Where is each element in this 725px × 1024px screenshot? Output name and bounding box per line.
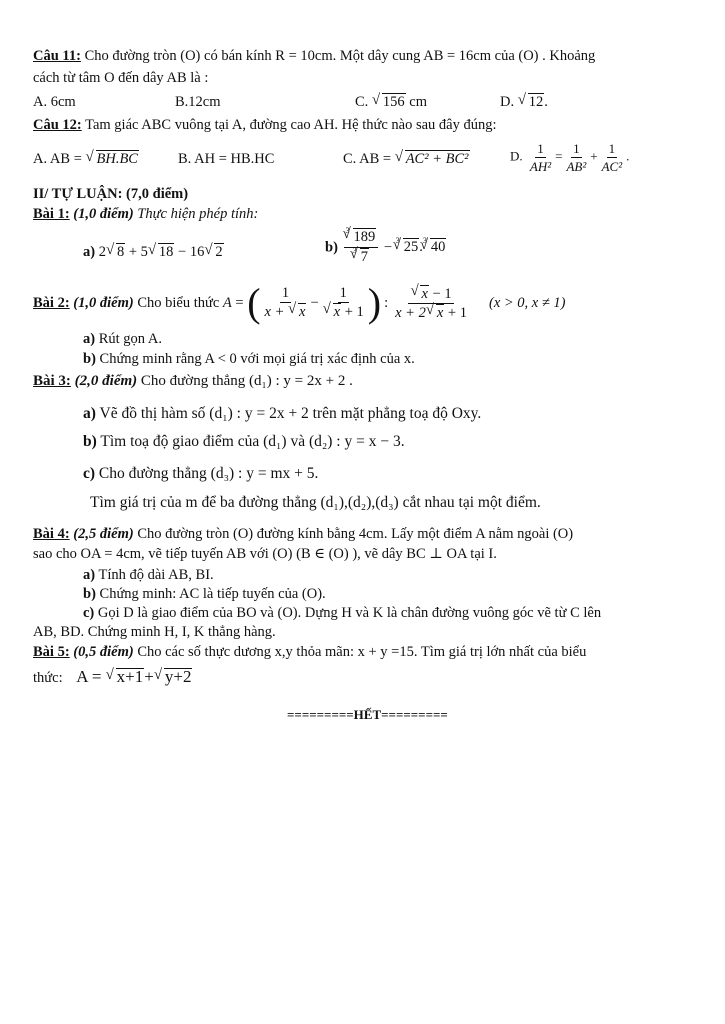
q11-label: Câu 11: bbox=[33, 48, 81, 64]
bai3-part-a bbox=[83, 405, 481, 423]
bai5-text: Cho các số thực dương x,y thỏa mãn: x + y =15. Tìm giá trị lớn nhất của biểu bbox=[133, 644, 587, 660]
fraction bbox=[321, 285, 366, 321]
sqrt-symbol bbox=[289, 303, 306, 321]
bai3-a-text: Vẽ đồ thị hàm số (d₁) : y = 2x + 2 trên mặt phẳng toạ độ Oxy. bbox=[95, 405, 482, 422]
bai3-c-text: Cho đường thẳng (d₃) : y = mx + 5. bbox=[95, 465, 319, 482]
period: . bbox=[626, 148, 630, 164]
bai4-part-a bbox=[83, 566, 214, 584]
den-term: + 1 bbox=[341, 304, 364, 320]
cbrt-term bbox=[395, 235, 447, 255]
num-term: − 1 bbox=[428, 285, 452, 302]
q11-text-2: cách từ tâm O đến dây AB là : bbox=[33, 70, 209, 86]
cbrt-index: 3 bbox=[422, 235, 427, 245]
sqrt-symbol bbox=[107, 668, 145, 686]
fraction-denominator: AB² bbox=[566, 159, 587, 174]
q12-option-c-radicand: AC² + BC² bbox=[405, 151, 469, 167]
cbrt-index: 3 bbox=[352, 246, 357, 255]
radicand: x bbox=[436, 304, 444, 321]
bai2-b-label: b) bbox=[83, 351, 96, 367]
variable-a: A bbox=[222, 295, 232, 311]
q11-option-c bbox=[355, 93, 427, 111]
dot: . bbox=[419, 238, 423, 255]
bai4-part-c bbox=[83, 604, 601, 622]
bai1-part-b bbox=[325, 228, 446, 267]
bai3-part-b bbox=[83, 433, 405, 451]
fraction bbox=[344, 228, 379, 267]
bai3-c-label: c) bbox=[83, 465, 96, 482]
bai1-label: Bài 1: bbox=[33, 206, 70, 222]
sqrt-symbol bbox=[149, 243, 175, 261]
q12-option-d-label: D. bbox=[510, 148, 523, 164]
bai5-label: Bài 5: bbox=[33, 644, 70, 660]
sqrt-symbol bbox=[373, 93, 406, 111]
cbrt-index: 3 bbox=[395, 235, 400, 245]
den-term: x + bbox=[264, 304, 289, 320]
q12-option-c bbox=[343, 150, 470, 168]
bai4-text-1: Cho đường tròn (O) đường kính bằng 4cm. Lấy một điểm A nằm ngoài (O) bbox=[133, 526, 574, 542]
radicand: 18 bbox=[158, 244, 174, 260]
bai3-line bbox=[33, 372, 353, 390]
bai2-part-a bbox=[83, 330, 162, 348]
q12-option-c-label: C. AB = bbox=[343, 151, 392, 167]
bai3-text: Cho đường thẳng (d₁) : y = 2x + 2 . bbox=[137, 373, 353, 389]
fraction-numerator: 1 bbox=[573, 141, 580, 156]
radicand: x+1 bbox=[116, 667, 144, 686]
q11-line-1 bbox=[33, 47, 595, 65]
q11-option-d-dot: . bbox=[544, 94, 548, 110]
bai4-b-label: b) bbox=[83, 586, 96, 602]
bai1-line bbox=[33, 205, 258, 223]
radicand: 25 bbox=[403, 238, 419, 255]
bai2-line bbox=[33, 280, 566, 325]
equals-sign: = bbox=[555, 148, 563, 164]
q11-option-d-radicand: 12 bbox=[528, 94, 544, 110]
fraction-numerator: 1 bbox=[339, 285, 347, 301]
sqrt-symbol bbox=[87, 150, 139, 168]
bai4-a-label: a) bbox=[83, 567, 96, 583]
fraction-denominator bbox=[321, 303, 366, 321]
q11-option-c-radicand: 156 bbox=[382, 94, 405, 110]
fraction-numerator: 1 bbox=[608, 141, 616, 156]
radicand: x bbox=[421, 285, 428, 302]
radicand: 189 bbox=[353, 229, 376, 245]
bai1-part-a bbox=[83, 243, 224, 261]
q12-option-a-label: A. AB = bbox=[33, 151, 82, 167]
bai3-a-label: a) bbox=[83, 405, 96, 422]
fraction-numerator bbox=[344, 228, 379, 248]
sqrt-symbol bbox=[519, 93, 545, 111]
fraction-denominator: AH² bbox=[529, 159, 552, 174]
fraction-denominator: AC² bbox=[601, 159, 623, 174]
sqrt-symbol bbox=[396, 150, 470, 168]
coef: 2 bbox=[98, 244, 106, 260]
radicand: 2 bbox=[215, 244, 223, 260]
expr-lhs: A = bbox=[76, 667, 106, 686]
q12-option-b: B. AH = HB.HC bbox=[178, 151, 275, 167]
part2-title: II/ TỰ LUẬN: (7,0 điểm) bbox=[33, 186, 189, 202]
den-term: + 1 bbox=[444, 304, 467, 321]
cbrt-symbol bbox=[394, 235, 420, 256]
bai3-label: Bài 3: bbox=[33, 373, 71, 389]
coef: + 5 bbox=[125, 244, 148, 260]
bai3-b-label: b) bbox=[83, 433, 97, 450]
bai5-expression bbox=[76, 667, 192, 686]
bai2-b-text: Chứng minh rằng A < 0 với mọi giá trị xác định của x. bbox=[95, 351, 415, 367]
bai2-text: Cho biểu thức bbox=[133, 295, 223, 311]
fraction-numerator: 1 bbox=[537, 141, 544, 156]
fraction-numerator: 1 bbox=[281, 285, 290, 301]
bai4-label: Bài 4: bbox=[33, 526, 70, 542]
coef: − 16 bbox=[174, 244, 205, 260]
left-paren: ( bbox=[247, 280, 261, 325]
bai4-line bbox=[33, 525, 573, 543]
bai2-part-b bbox=[83, 350, 415, 368]
radicand: 7 bbox=[360, 249, 369, 265]
fraction-denominator bbox=[263, 303, 309, 321]
bai4-c-label: c) bbox=[83, 605, 95, 621]
cbrt-symbol bbox=[344, 228, 377, 246]
bai2-condition: (x > 0, x ≠ 1) bbox=[488, 295, 566, 311]
fraction bbox=[263, 285, 309, 321]
q12-line bbox=[33, 116, 497, 134]
bai4-points: (2,5 điểm) bbox=[69, 526, 134, 542]
bai2-label: Bài 2: bbox=[33, 295, 70, 311]
fraction-denominator bbox=[393, 304, 469, 322]
sqrt-symbol bbox=[324, 303, 341, 321]
q11-text-1: Cho đường tròn (O) có bán kính R = 10cm. Một dây cung AB = 16cm của (O) . Khoảng bbox=[84, 48, 596, 64]
q12-option-a bbox=[33, 150, 139, 168]
bai4-part-c-2: AB, BD. Chứng minh H, I, K thẳng hàng. bbox=[33, 624, 276, 640]
end-marker: =========HẾT========= bbox=[287, 707, 448, 722]
q11-option-a: A. 6cm bbox=[33, 94, 76, 110]
bai1-a-label: a) bbox=[83, 244, 96, 260]
bai3-points: (2,0 điểm) bbox=[70, 373, 138, 389]
bai3-part-c bbox=[83, 465, 318, 483]
plus-sign: + bbox=[590, 148, 598, 164]
q12-text: Tam giác ABC vuông tại A, đường cao AH. Hệ thức nào sau đây đúng: bbox=[81, 117, 497, 133]
cbrt-symbol bbox=[351, 248, 369, 266]
bai2-a-label: a) bbox=[83, 331, 96, 347]
q11-option-d-label: D. bbox=[500, 94, 515, 110]
cbrt-index: 3 bbox=[345, 226, 350, 235]
bai3-b-text: Tìm toạ độ giao điểm của (d₁) và (d₂) : y = x − 3. bbox=[96, 433, 405, 450]
minus-sign: − bbox=[310, 295, 319, 311]
radicand: 8 bbox=[116, 244, 125, 260]
fraction bbox=[528, 140, 553, 175]
fraction bbox=[564, 140, 588, 175]
sqrt-symbol bbox=[155, 668, 193, 686]
sqrt-symbol bbox=[107, 243, 125, 261]
q11-option-c-unit: cm bbox=[405, 94, 428, 110]
sqrt-symbol bbox=[411, 285, 428, 303]
bai1-points: (1,0 điểm) bbox=[69, 206, 134, 222]
plus-sign: + bbox=[144, 667, 154, 686]
fraction-denominator bbox=[351, 248, 371, 267]
radicand: 40 bbox=[430, 238, 446, 255]
radicand: x bbox=[333, 304, 341, 320]
bai4-b-text: Chứng minh: AC là tiếp tuyến của (O). bbox=[95, 586, 326, 602]
q12-option-d bbox=[510, 140, 629, 175]
bai3-part-c-2: Tìm giá trị của m để ba đường thẳng (d₁),(d₂),(d₃) cắt nhau tại một điểm. bbox=[90, 494, 541, 511]
bai2-a-text: Rút gọn A. bbox=[95, 331, 162, 347]
cbrt-symbol bbox=[421, 235, 447, 256]
colon: : bbox=[384, 295, 389, 311]
den-term: x + 2 bbox=[395, 304, 426, 321]
fraction bbox=[600, 140, 625, 175]
equals-sign: = bbox=[231, 295, 248, 311]
q11-option-b: B.12cm bbox=[175, 94, 221, 110]
q12-label: Câu 12: bbox=[33, 117, 82, 133]
bai4-part-b bbox=[83, 585, 326, 603]
bai5-text-2: thức: bbox=[33, 670, 63, 686]
bai5-line-2 bbox=[33, 668, 192, 687]
sqrt-symbol bbox=[205, 243, 223, 261]
q12-option-a-radicand: BH.BC bbox=[96, 151, 138, 167]
sqrt-symbol bbox=[427, 304, 444, 322]
q11-option-c-label: C. bbox=[355, 94, 369, 110]
bai5-line bbox=[33, 643, 586, 661]
right-paren: ) bbox=[367, 280, 382, 325]
radicand: y+2 bbox=[164, 667, 192, 686]
bai1-b-label: b) bbox=[325, 239, 338, 256]
bai4-a-text: Tính độ dài AB, BI. bbox=[95, 567, 214, 583]
minus-sign: − bbox=[380, 239, 396, 256]
bai1-text: Thực hiện phép tính: bbox=[133, 206, 259, 222]
bai5-points: (0,5 điểm) bbox=[69, 644, 134, 660]
q11-option-d bbox=[500, 93, 548, 111]
bai2-points: (1,0 điểm) bbox=[69, 295, 134, 311]
bai4-text-2: sao cho OA = 4cm, vẽ tiếp tuyến AB với (O) (B ∈ (O) ), vẽ dây BC ⊥ OA tại I. bbox=[33, 546, 497, 562]
radicand: x bbox=[299, 304, 306, 320]
fraction bbox=[393, 285, 469, 322]
bai4-c-text: Gọi D là giao điểm của BO và (O). Dựng H và K là chân đường vuông góc vẽ từ C lên bbox=[94, 605, 602, 621]
